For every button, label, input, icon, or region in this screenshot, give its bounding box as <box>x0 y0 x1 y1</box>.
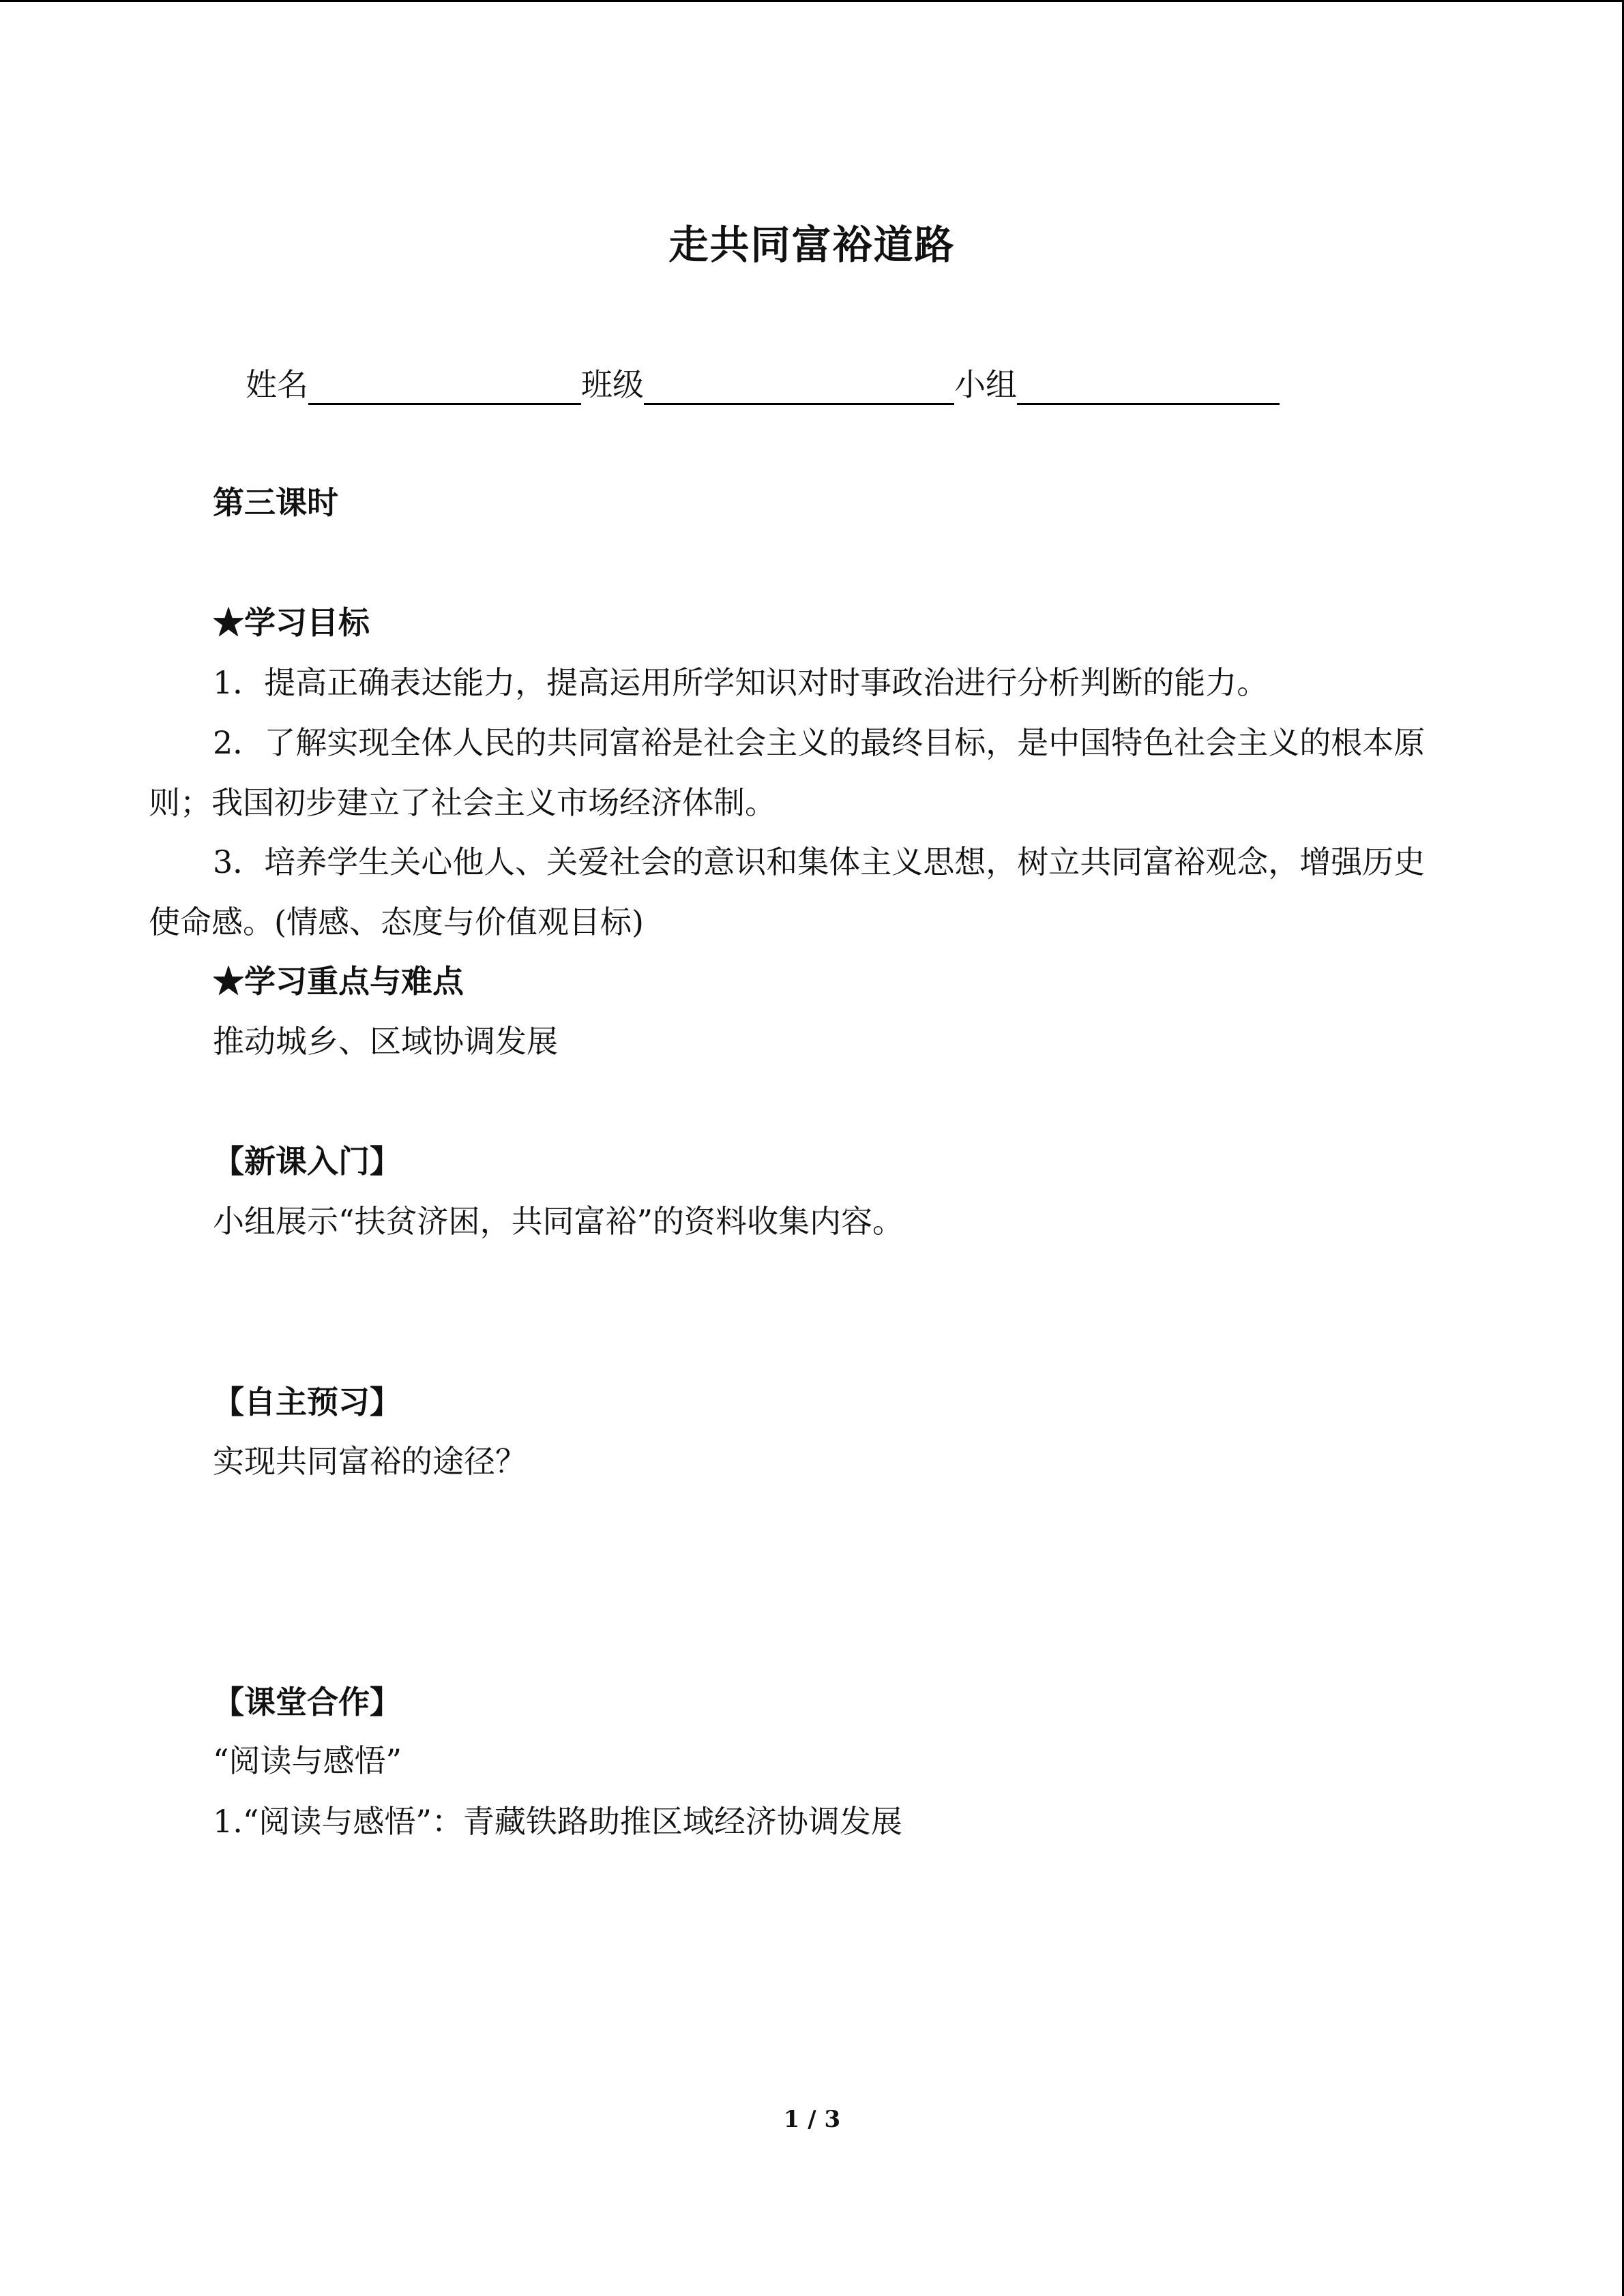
group-blank <box>1017 368 1280 405</box>
class-label: 班级 <box>581 366 644 403</box>
name-blank <box>308 368 581 405</box>
intro-text: 小组展示“扶贫济困，共同富裕”的资料收集内容。 <box>213 1203 904 1240</box>
objectives-heading: ★学习目标 <box>213 604 370 641</box>
preview-heading: 【自主预习】 <box>213 1384 401 1420</box>
objective-item-3-line-1: 3．培养学生关心他人、关爱社会的意识和集体主义思想，树立共同富裕观念，增强历史 <box>213 844 1426 880</box>
group-label: 小组 <box>954 366 1017 403</box>
page-border-top <box>0 0 1624 2</box>
name-label: 姓名 <box>246 366 308 403</box>
page-number: 1 / 3 <box>783 2106 841 2133</box>
document-title: 走共同富裕道路 <box>668 222 956 268</box>
objective-item-2-line-1: 2．了解实现全体人民的共同富裕是社会主义的最终目标，是中国特色社会主义的根本原 <box>213 724 1426 761</box>
objective-item-2-line-2: 则；我国初步建立了社会主义市场经济体制。 <box>149 784 776 821</box>
class-blank <box>644 368 954 405</box>
student-info-row <box>246 360 1280 405</box>
objective-item-3-line-2: 使命感。(情感、态度与价值观目标) <box>149 904 644 940</box>
cooperation-subheading: “阅读与感悟” <box>213 1742 402 1779</box>
key-points-heading: ★学习重点与难点 <box>213 963 464 1000</box>
preview-text: 实现共同富裕的途径？ <box>213 1443 527 1480</box>
cooperation-heading: 【课堂合作】 <box>213 1684 401 1720</box>
cooperation-item-1: 1.“阅读与感悟”：青藏铁路助推区域经济协调发展 <box>213 1803 902 1840</box>
objective-item-1: 1．提高正确表达能力，提高运用所学知识对时事政治进行分析判断的能力。 <box>213 664 1269 701</box>
intro-heading: 【新课入门】 <box>213 1143 401 1180</box>
lesson-heading: 第三课时 <box>213 484 338 521</box>
key-points-text: 推动城乡、区域协调发展 <box>213 1023 558 1060</box>
